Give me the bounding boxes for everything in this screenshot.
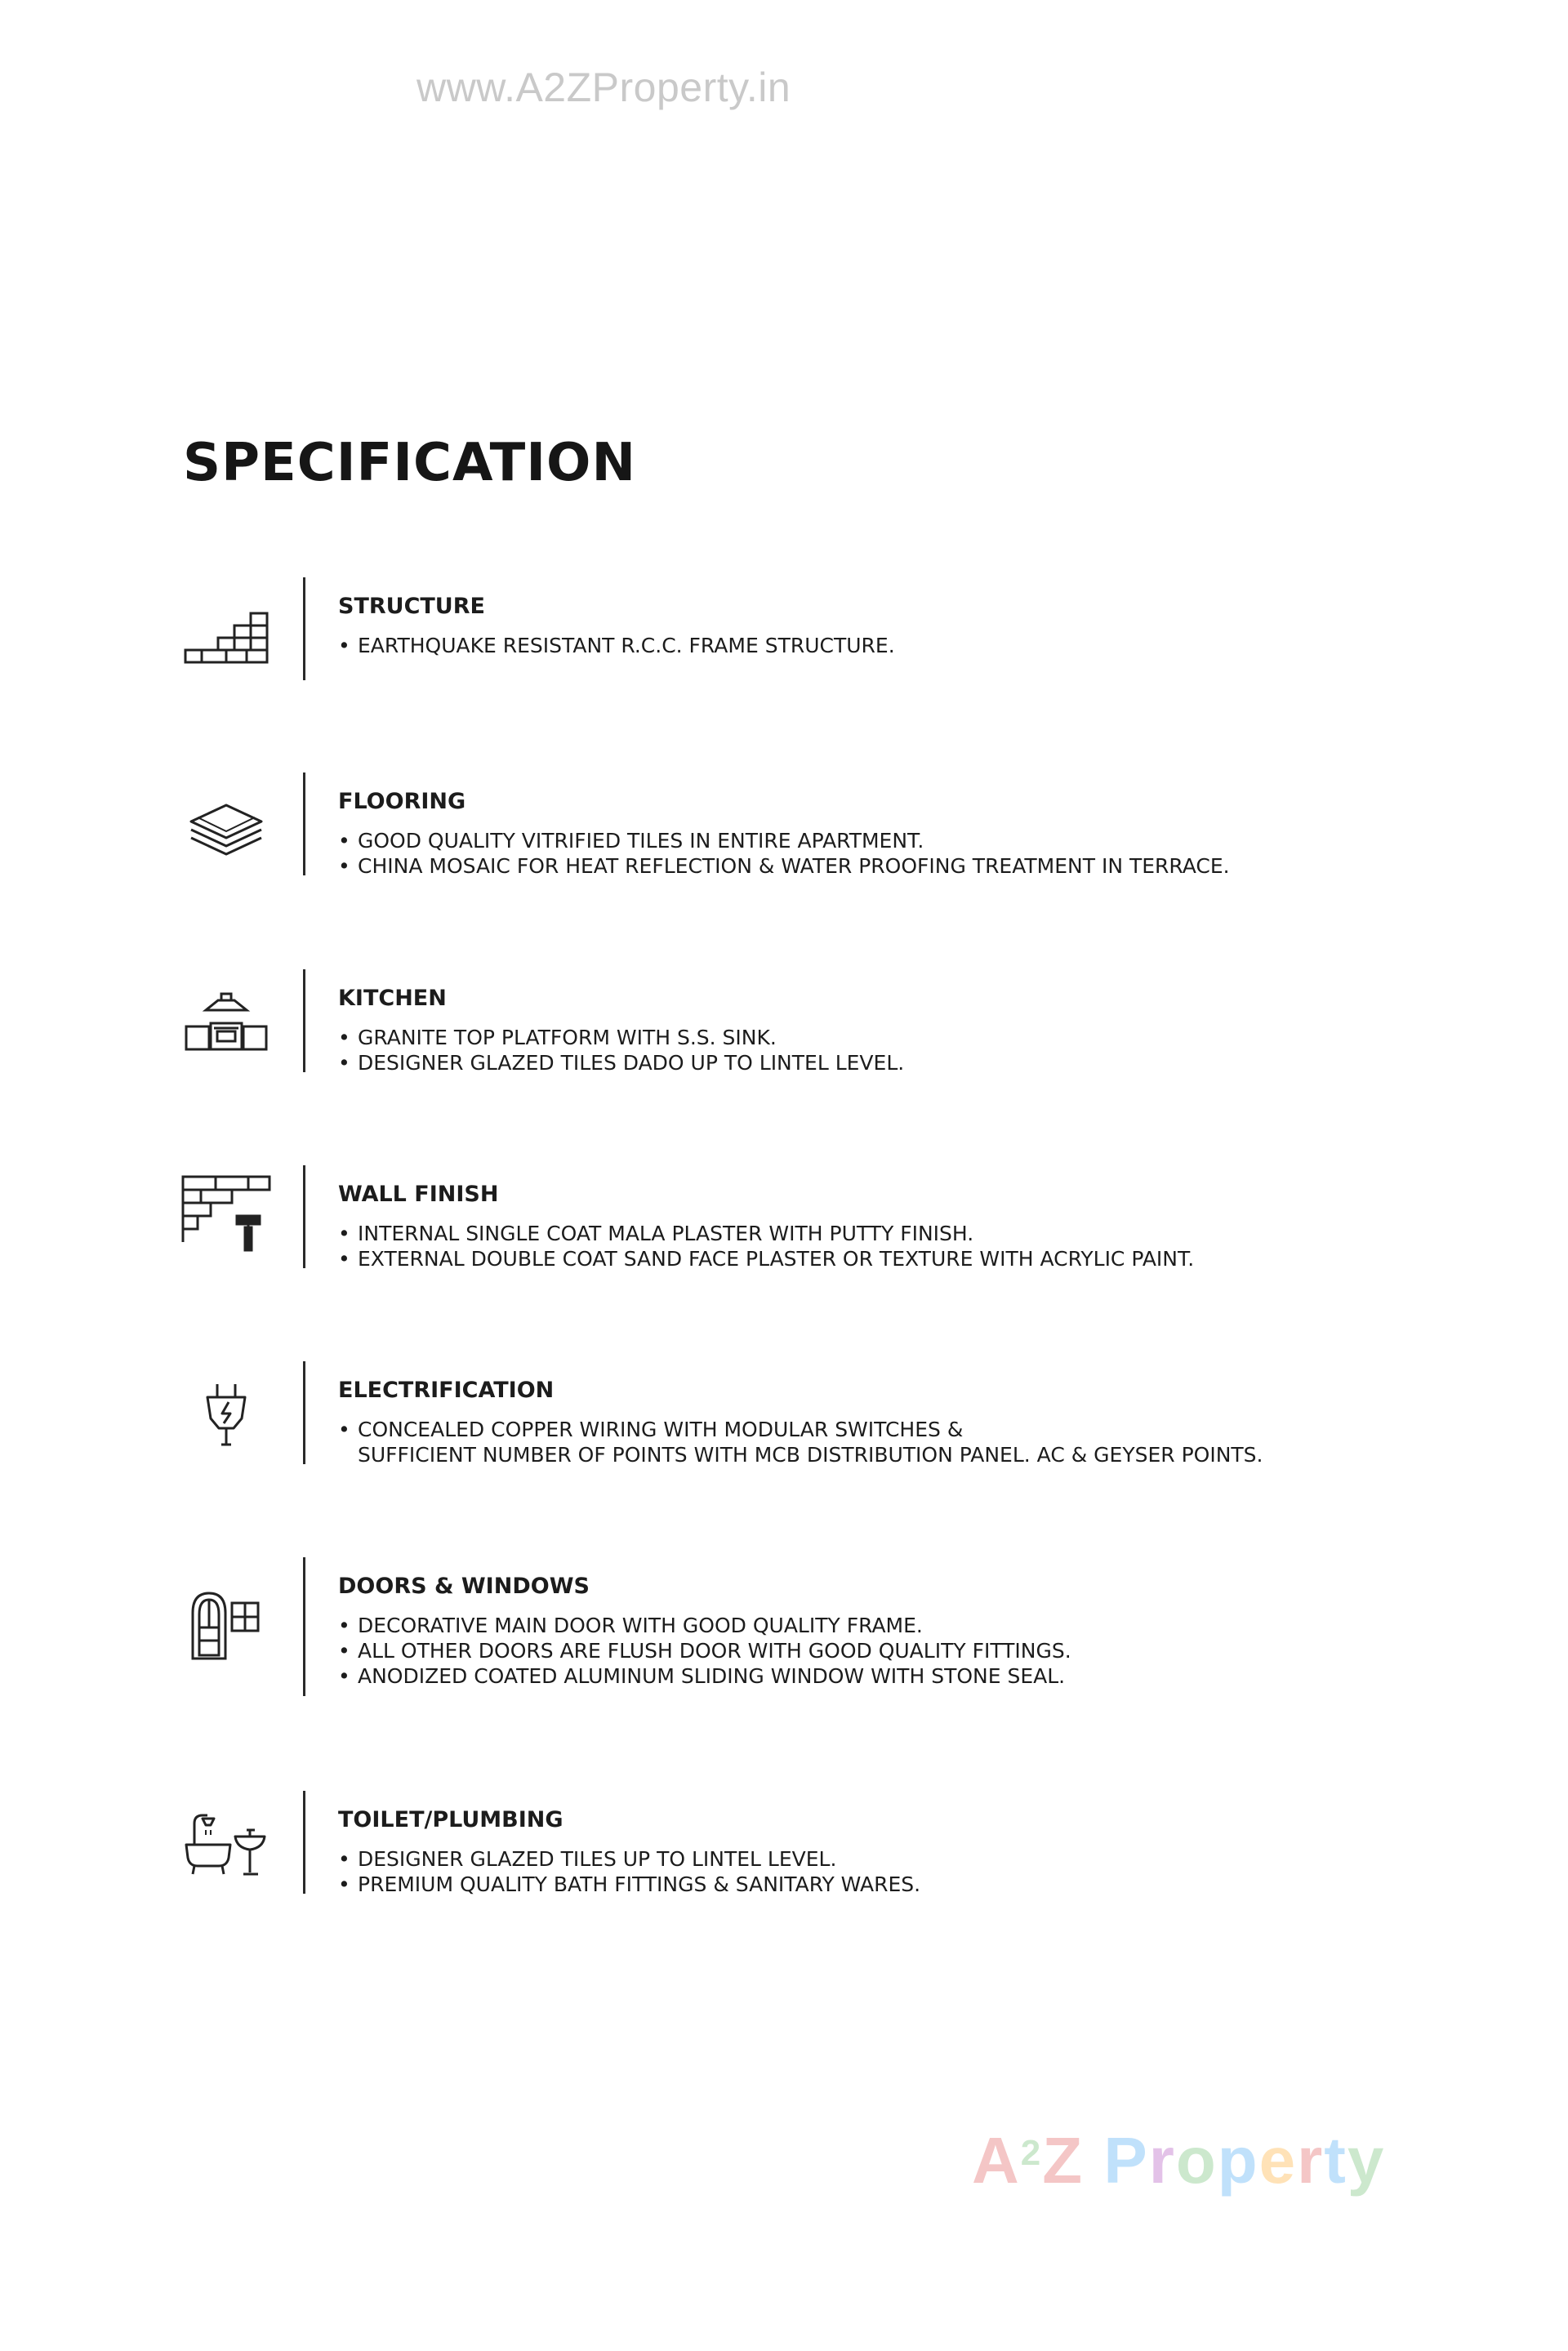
list-item: • PREMIUM QUALITY BATH FITTINGS & SANITARY WARES.	[338, 1872, 921, 1896]
divider	[303, 969, 305, 1072]
kitchen-counter-icon	[181, 977, 271, 1067]
list-item: • DECORATIVE MAIN DOOR WITH GOOD QUALITY FRAME.	[338, 1614, 923, 1637]
list-item: • DESIGNER GLAZED TILES UP TO LINTEL LEVEL.	[338, 1847, 837, 1871]
divider	[303, 1165, 305, 1268]
list-item: • DESIGNER GLAZED TILES DADO UP TO LINTEL LEVEL.	[338, 1051, 905, 1075]
bullet: •	[338, 1847, 350, 1871]
brand-logo	[972, 2123, 1385, 2198]
spec-list	[338, 633, 895, 658]
bullet: •	[338, 1418, 350, 1441]
logo-word-letter: t	[1324, 2124, 1348, 2197]
logo-letter-z: Z	[1042, 2124, 1085, 2197]
door-window-icon	[181, 1582, 271, 1672]
spec-list	[338, 828, 1230, 879]
spec-list	[338, 1417, 1263, 1467]
logo-word-letter: P	[1103, 2124, 1149, 2197]
list-item-continuation: SUFFICIENT NUMBER OF POINTS WITH MCB DISTRIBUTION PANEL. AC & GEYSER POINTS.	[358, 1443, 1263, 1467]
logo-word-letter: y	[1347, 2124, 1386, 2197]
logo-letter-a: A	[972, 2124, 1021, 2197]
bullet: •	[338, 1872, 350, 1896]
bullet: •	[338, 1639, 350, 1663]
logo-word-letter: p	[1217, 2124, 1259, 2197]
bullet: •	[338, 1614, 350, 1637]
spec-heading: ELECTRIFICATION	[338, 1378, 555, 1403]
bathtub-sink-icon	[181, 1799, 271, 1889]
logo-word-letter: r	[1297, 2124, 1325, 2197]
bullet: •	[338, 634, 350, 657]
divider	[303, 577, 305, 680]
spec-heading: DOORS & WINDOWS	[338, 1574, 590, 1599]
spec-list	[338, 1025, 904, 1075]
divider	[303, 1361, 305, 1464]
watermark-url: www.A2ZProperty.in	[416, 65, 791, 110]
spec-list	[338, 1613, 1071, 1689]
bullet: •	[338, 1222, 350, 1245]
divider	[303, 1557, 305, 1696]
list-item: • ALL OTHER DOORS ARE FLUSH DOOR WITH GOOD QUALITY FITTINGS.	[338, 1639, 1071, 1663]
list-item: • EXTERNAL DOUBLE COAT SAND FACE PLASTER OR TEXTURE WITH ACRYLIC PAINT.	[338, 1247, 1195, 1271]
bullet: •	[338, 1664, 350, 1688]
spec-list	[338, 1846, 920, 1897]
list-item: • INTERNAL SINGLE COAT MALA PLASTER WITH PUTTY FINISH.	[338, 1222, 974, 1245]
logo-word	[1103, 2123, 1385, 2198]
list-item: • GOOD QUALITY VITRIFIED TILES IN ENTIRE APARTMENT.	[338, 829, 924, 853]
list-item: • EARTHQUAKE RESISTANT R.C.C. FRAME STRUCTURE.	[338, 634, 895, 657]
spec-heading: KITCHEN	[338, 986, 447, 1011]
list-item: • CHINA MOSAIC FOR HEAT REFLECTION & WATER PROOFING TREATMENT IN TERRACE.	[338, 854, 1230, 878]
tile-layers-icon	[181, 781, 271, 870]
divider	[303, 1791, 305, 1894]
spec-heading: FLOORING	[338, 789, 466, 814]
logo-word-letter: o	[1175, 2124, 1218, 2197]
list-item: • CONCEALED COPPER WIRING WITH MODULAR SWITCHES &	[338, 1418, 964, 1441]
electric-plug-icon	[181, 1369, 271, 1459]
list-item: • GRANITE TOP PLATFORM WITH S.S. SINK.	[338, 1026, 777, 1049]
wall-paint-roller-icon	[181, 1165, 271, 1255]
spec-list	[338, 1221, 1194, 1271]
logo-number-2: 2	[1020, 2133, 1043, 2173]
bullet: •	[338, 829, 350, 853]
bullet: •	[338, 854, 350, 878]
logo-word-letter: e	[1258, 2124, 1298, 2197]
page-title: SPECIFICATION	[183, 433, 636, 493]
bullet: •	[338, 1051, 350, 1075]
spec-heading: TOILET/PLUMBING	[338, 1807, 564, 1832]
list-item: • ANODIZED COATED ALUMINUM SLIDING WINDOW WITH STONE SEAL.	[338, 1664, 1066, 1688]
bullet: •	[338, 1247, 350, 1271]
divider	[303, 773, 305, 875]
bullet: •	[338, 1026, 350, 1049]
logo-word-letter: r	[1148, 2124, 1176, 2197]
spec-heading: STRUCTURE	[338, 594, 485, 619]
brick-wall-icon	[181, 594, 271, 683]
spec-heading: WALL FINISH	[338, 1182, 499, 1207]
